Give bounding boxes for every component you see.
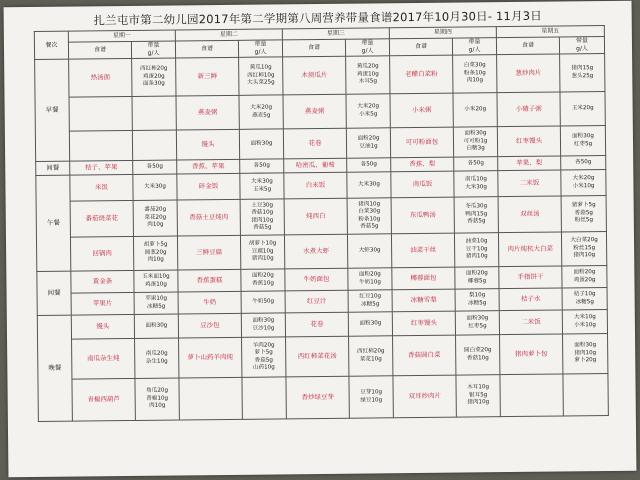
amount-cell: 西红柿20g 鸡蛋20g 面条30g [132, 58, 176, 96]
dish-cell: 黄金条 [71, 271, 134, 294]
amount-cell: 胡萝卜10g 豆腐10g 猪肉10g [240, 235, 284, 269]
amount-cell: 面粉20g 椰蓉5g [455, 267, 499, 289]
dish-cell: 双耳炒肉片 [393, 375, 456, 418]
amount-cell: 面粉30g 猪肉10g 萝卜20g [563, 334, 608, 374]
dish-cell: 南瓜饭 [391, 171, 454, 198]
amount-cell [132, 96, 176, 130]
meal-row [38, 374, 608, 422]
dish-cell: 燕麦粥 [283, 94, 346, 129]
page-title: 扎兰屯市第二幼儿园2017年第二学期第八周营养带量食谱2017年10月30日- 11月3日 [93, 8, 543, 28]
amount-cell: 冬瓜30g 鸭肉15g 香菇5g [454, 197, 498, 233]
day-header: 星期一 [68, 30, 175, 42]
dish-cell: 萝卜山药羊肉炖 [179, 338, 242, 379]
amount-cell: 桔子10g 冰糖5g [562, 288, 607, 310]
amount-cell: 大米20g 燕麦5g [239, 95, 283, 129]
dish-cell: 馒头 [176, 130, 239, 161]
dish-header: 食谱 [496, 37, 559, 55]
amount-cell: 红豆10g 冰糖5g [348, 290, 392, 312]
day-header: 星期二 [175, 29, 282, 41]
dish-cell: 南瓜杂生炖 [72, 339, 135, 380]
meal-row [36, 196, 606, 238]
amount-cell: 猪肉15g 葱头25g [560, 54, 605, 92]
amount-cell: 大米10g 小米10g [562, 310, 607, 334]
dish-cell: 白米饭 [284, 172, 347, 199]
dish-cell: 豆沙包 [178, 314, 241, 339]
amount-cell [563, 374, 608, 416]
meal-label: 间餐 [36, 161, 70, 175]
day-header: 星期四 [389, 27, 496, 39]
amount-cell: 大米30g [347, 172, 391, 198]
dish-cell: 三鲜豆腐 [177, 236, 240, 271]
menu-body [35, 54, 609, 422]
amount-cell: 羊肉20g 萝卜5g 香菇5g 山药10g [242, 337, 286, 377]
dish-cell: 水煮大虾 [284, 234, 347, 269]
dish-cell: 椰蓉面包 [392, 267, 455, 290]
dish-cell: 热汤面 [69, 59, 132, 98]
amount-cell: 大米30g [133, 174, 177, 200]
dish-cell: 西红柿菜花汤 [286, 336, 349, 377]
dish-cell: 燕麦粥 [176, 96, 239, 131]
amount-cell: 豆芽10g 绿豆10g [349, 376, 393, 418]
dish-cell: 小碴子粥 [497, 92, 560, 127]
dish-cell: 东瓜鸭汤 [391, 197, 454, 234]
amount-cell: 黄瓜20g 鸡蛋10g 木耳5g [346, 56, 390, 94]
dish-cell: 红豆汁 [285, 290, 348, 313]
amount-cell: 大虾30g [347, 234, 391, 268]
dish-cell: 香菇圆白菜 [393, 335, 456, 376]
amount-cell: 油菜10g 豆干10g 猪肉10g [454, 233, 498, 267]
amount-cell: 圆白菜20g 香菇10g [456, 335, 500, 375]
dish-header: 食谱 [282, 39, 345, 57]
dish-cell: 炖西白 [284, 198, 347, 235]
amount-cell: 梨10g 冰糖5g [455, 289, 499, 311]
amount-cell: 大白菜20g 粉丝15g 猪肉10g [562, 232, 607, 266]
dish-cell [69, 131, 132, 162]
meal-col-header: 餐次 [34, 31, 68, 60]
dish-cell: 馒头 [71, 315, 134, 340]
amount-cell [132, 130, 176, 160]
amount-cell: 南瓜20g 杂生10g [135, 338, 179, 378]
amount-cell: 各50g [454, 157, 498, 171]
dish-cell: 桔子、苹果 [70, 161, 133, 176]
dish-cell: 红枣馒头 [497, 126, 560, 157]
amount-cell: 面粉20g 香蕉10g [241, 269, 285, 291]
dish-cell: 新三鲜 [176, 58, 239, 97]
amount-cell: 猪肉10g 白菜30g 粉条10g 香菇5g [347, 198, 391, 234]
dish-cell: 花卷 [283, 128, 346, 159]
dish-cell: 桔子水 [499, 288, 562, 311]
amount-cell: 大米20g 小米10g [561, 170, 606, 196]
amount-cell: 角瓜20g 青椒10g 肉10g [135, 378, 179, 420]
meal-label: 午餐 [36, 175, 71, 271]
amount-cell: 面粉30g 可可粉1g 白糖3g [453, 127, 497, 157]
dish-cell: 香蕉、梨 [391, 157, 454, 172]
menu-table [34, 25, 609, 422]
amount-cell: 苹果10g 冰糖5g [134, 292, 178, 314]
dish-cell [69, 97, 132, 132]
amount-cell: 黄瓜10g 西红柿10g 大头菜25g [239, 57, 283, 95]
dish-cell: 小米粥 [390, 93, 453, 128]
amount-cell: 面粉30g 豆沙10g [241, 313, 285, 337]
amount-cell: 各50g [240, 159, 284, 173]
dish-cell: 苹果、梨 [498, 156, 561, 171]
amount-cell: 番茄20g 菜花20g 肉10g [133, 200, 177, 236]
dish-cell: 香菇土豆炖肉 [177, 200, 240, 237]
amount-cell: 面粉20g 鸡蛋20g [562, 266, 607, 288]
dish-cell: 香蕉蛋糕 [178, 270, 241, 293]
amount-cell: 牛奶50g [241, 291, 285, 313]
dish-cell: 肉片炖杭大白菜 [499, 232, 562, 267]
amount-cell: 白菜30g 粉条10g 肉10g [453, 55, 497, 93]
amount-header: 带量 g/人 [559, 37, 604, 55]
amount-cell: 面粉20g 豆油1g [346, 128, 390, 158]
dish-cell: 二米饭 [499, 310, 562, 335]
amount-cell: 各50g [133, 160, 177, 174]
amount-cell: 各50g [561, 156, 606, 170]
amount-cell: 面粉30g [239, 129, 283, 159]
amount-cell: 面粉30g 红枣5g [455, 311, 499, 335]
dish-cell: 手指饼干 [499, 266, 562, 289]
amount-cell: 西红柿20g 菜花10g [349, 336, 393, 376]
dish-cell: 青椒西葫芦 [72, 379, 135, 422]
dish-cell: 双丝汤 [498, 196, 561, 233]
amount-header: 带量 g/人 [238, 40, 282, 58]
amount-cell: 小米20g [453, 93, 497, 127]
amount-cell: 大米30g 玉米5g [240, 173, 284, 199]
amount-cell: 面粉30g [134, 314, 178, 338]
meal-label: 早餐 [35, 59, 70, 161]
dish-cell: 猪肉萝卜包 [500, 334, 563, 375]
amount-cell: 南瓜10g 大米30g [454, 171, 498, 197]
dish-cell: 葱炒肉片 [497, 54, 560, 93]
amount-header: 带量 g/人 [345, 39, 389, 57]
dish-cell: 冰糖雪梨 [392, 289, 455, 312]
amount-cell: 胡萝卜5g 圆葱20g 肉10g [133, 236, 177, 270]
dish-cell: 二米饭 [498, 170, 561, 197]
amount-cell: 玉米20g [560, 92, 605, 126]
menu-paper [4, 1, 637, 478]
amount-cell: 各50g [347, 158, 391, 172]
dish-cell: 红枣馒头 [392, 311, 455, 336]
day-header: 星期五 [496, 26, 604, 38]
amount-cell: 面粉20g 牛奶10g [348, 268, 392, 290]
dish-header: 食谱 [175, 40, 238, 58]
amount-header: 带量 g/人 [452, 38, 496, 56]
dish-cell: 香蕉、苹果 [177, 160, 240, 175]
dish-header: 食谱 [389, 38, 452, 56]
dish-cell: 牛奶面包 [285, 268, 348, 291]
amount-cell [242, 377, 286, 419]
amount-cell: 猪萝卜5g 香菇5g 粉丝5g [561, 196, 606, 232]
dish-cell: 碎金饭 [177, 174, 240, 201]
amount-cell: 面粉30g 红枣5g [560, 126, 605, 156]
day-header: 星期三 [282, 28, 389, 40]
dish-cell: 花卷 [285, 312, 348, 337]
dish-cell: 米饭 [70, 175, 133, 202]
dish-cell: 苹果片 [71, 293, 134, 316]
amount-cell: 木耳10g 银耳5g 猪肉10g [456, 375, 500, 417]
dish-cell: 油菜干丝 [391, 233, 454, 268]
dish-cell: 可可粉面包 [390, 127, 453, 158]
amount-cell: 面粉30g [348, 312, 392, 336]
dish-cell [179, 378, 242, 421]
amount-cell: 土豆30g 香菇10g 猪肉10g 香菇5g [240, 199, 284, 235]
meal-label: 晚餐 [37, 315, 72, 421]
dish-cell: 木须瓜片 [283, 56, 346, 95]
amount-cell: 大米20g 小米5g [346, 94, 390, 128]
amount-cell: 玉米面10g 鸡蛋10g [134, 270, 178, 292]
dish-cell [500, 374, 563, 417]
dish-cell: 回锅肉 [70, 237, 133, 272]
dish-cell: 牛奶 [178, 292, 241, 315]
meal-label: 间餐 [37, 271, 71, 315]
amount-header: 带量 g/人 [131, 41, 175, 59]
meal-row [38, 334, 608, 380]
dish-cell: 番茄烧菜花 [70, 201, 133, 238]
dish-header: 食谱 [68, 41, 131, 59]
meal-row [35, 54, 605, 98]
dish-cell: 香炒绿豆芽 [286, 376, 349, 419]
dish-cell: 老醋白菜粉 [390, 55, 453, 94]
dish-cell: 哈密瓜、葡萄 [284, 158, 347, 173]
